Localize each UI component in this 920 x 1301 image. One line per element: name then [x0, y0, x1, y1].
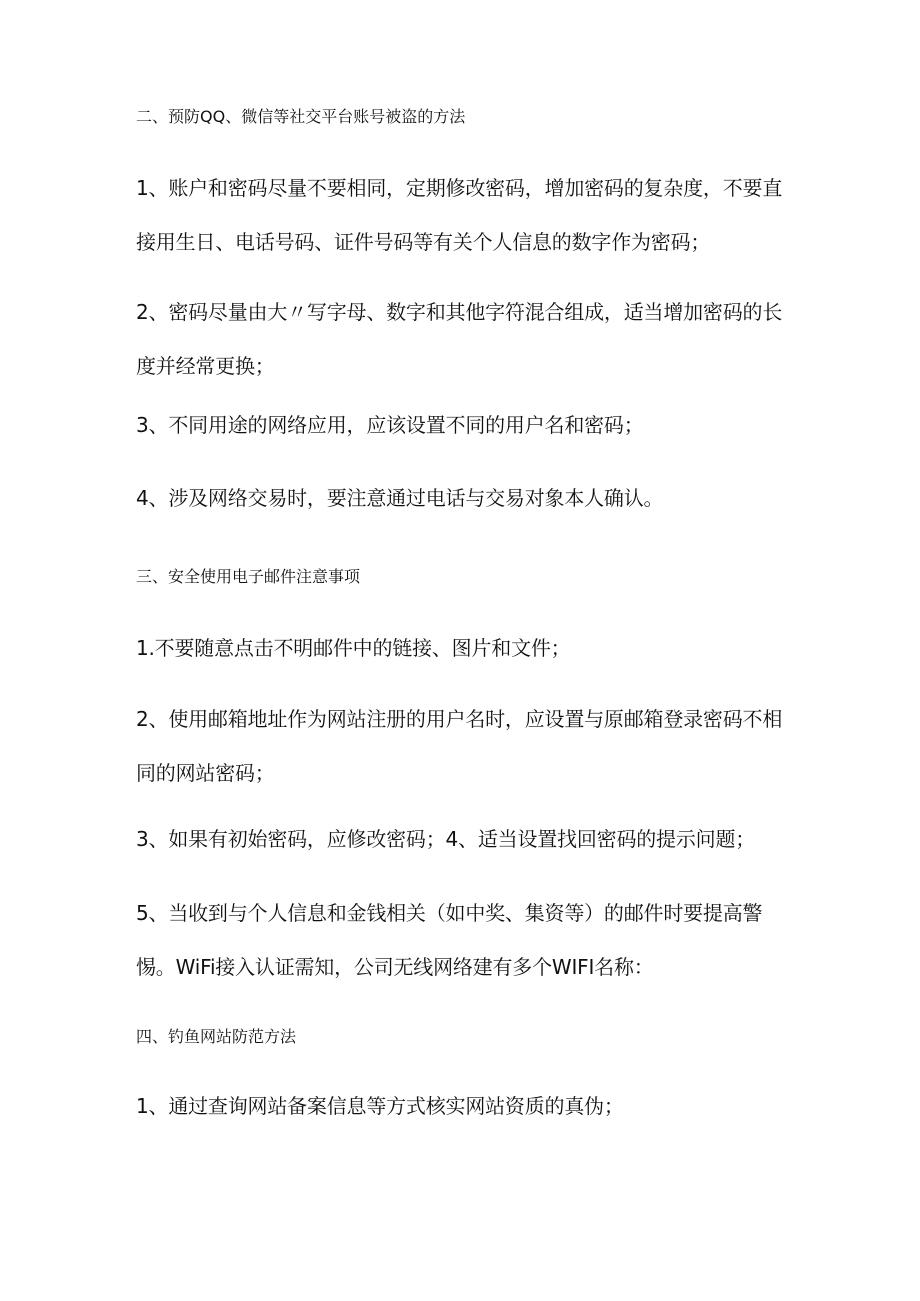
paragraph-line: 度并经常更换；: [136, 354, 275, 378]
paragraph-line: 同的网站密码；: [136, 761, 275, 785]
paragraph-line: 2、密码尽量由大〃写字母、数字和其他字符混合组成，适当增加密码的长: [136, 300, 783, 324]
paragraph-email-1: [136, 621, 791, 675]
paragraph-email-2: [136, 692, 791, 800]
section-heading-4: 四、钓鱼网站防范方法: [136, 1027, 297, 1046]
paragraph-line: 4、涉及网络交易时，要注意通过电话与交易对象本人确认。: [136, 486, 664, 510]
paragraph-phishing-1: [136, 1079, 791, 1133]
paragraph-line: 1、通过查询网站备案信息等方式核实网站资质的真伪；: [136, 1094, 624, 1118]
paragraph-line: 1、账户和密码尽量不要相同，定期修改密码，增加密码的复杂度，不要直: [136, 176, 783, 200]
section-heading-3: 三、安全使用电子邮件注意事项: [136, 567, 361, 586]
paragraph-line: 5、当收到与个人信息和金钱相关（如中奖、集资等）的邮件时要提高警: [136, 901, 763, 925]
paragraph-line: 3、如果有初始密码，应修改密码；4、适当设置找回密码的提示问题；: [136, 827, 756, 851]
paragraph-email-3: [136, 812, 791, 866]
paragraph-password-2: [136, 285, 791, 393]
paragraph-line: 1.不要随意点击不明邮件中的链接、图片和文件；: [136, 636, 571, 660]
paragraph-password-1: [136, 161, 791, 269]
paragraph-password-3: [136, 398, 791, 452]
paragraph-password-4: [136, 471, 791, 525]
paragraph-line: 3、不同用途的网络应用，应该设置不同的用户名和密码；: [136, 413, 644, 437]
paragraph-line: 接用生日、电话号码、证件号码等有关个人信息的数字作为密码；: [136, 230, 711, 254]
paragraph-line: 惕。WiFi接入认证需知，公司无线网络建有多个WIFI名称：: [136, 955, 654, 979]
section-heading-2: 二、预防QQ、微信等社交平台账号被盗的方法: [136, 107, 466, 126]
paragraph-email-5: [136, 886, 791, 994]
paragraph-line: 2、使用邮箱地址作为网站注册的用户名时，应设置与原邮箱登录密码不相: [136, 707, 783, 731]
